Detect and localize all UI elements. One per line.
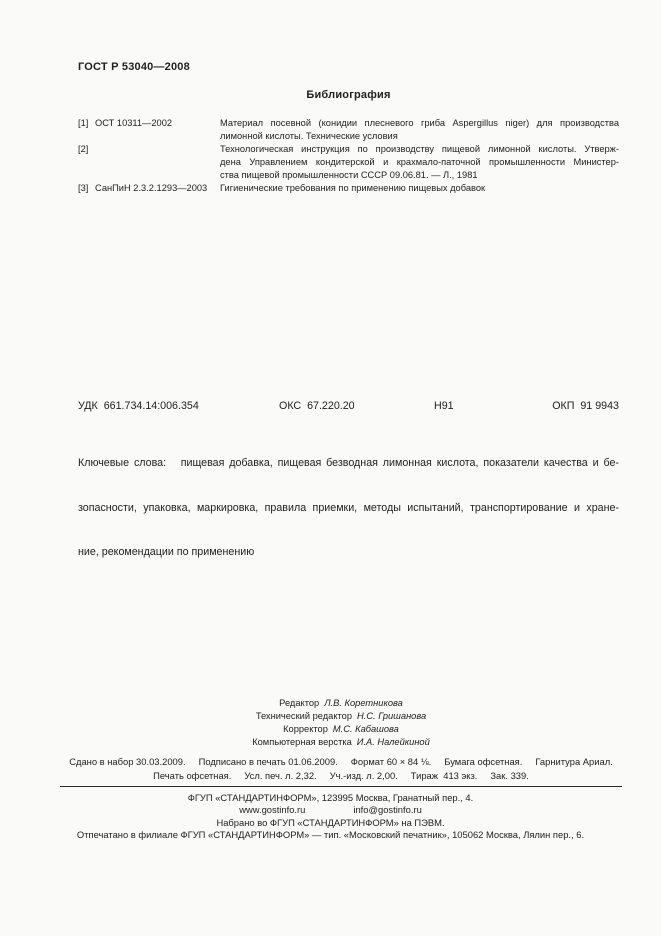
publisher-address: ФГУП «СТАНДАРТИНФОРМ», 123995 Москва, Гранатный пер., 4. <box>187 792 474 803</box>
staff-name: И.А. Налейкиной <box>356 737 430 747</box>
colophon-line <box>60 755 622 769</box>
colophon-item: Тираж 413 экз. <box>410 769 478 781</box>
staff-name: Н.С. Гришанова <box>357 711 427 721</box>
colophon-item: Печать офсетная. <box>153 769 232 781</box>
staff-role: Корректор <box>283 724 328 734</box>
doc-code: ГОСТ Р 53040—2008 <box>78 61 190 73</box>
entry-ref: [3] <box>78 183 89 193</box>
entry-description-line: лимонной кислоты. Технические условия <box>220 131 398 141</box>
publisher-website: www.gostinfo.ru <box>239 804 306 816</box>
staff-role: Редактор <box>279 698 320 708</box>
entry-description-line: ства пищевой промышленности СССР 09.06.81. — Л., 1981 <box>220 170 478 180</box>
entry-ref: [1] <box>78 118 89 128</box>
colophon-line <box>60 769 622 783</box>
colophon-item: Усл. печ. л. 2,32. <box>244 769 317 781</box>
staff-row <box>60 723 622 736</box>
staff-name: М.С. Кабашова <box>332 724 399 734</box>
entry-ref: [2] <box>78 144 89 154</box>
category-code: Н91 <box>434 400 454 412</box>
bibliography-entry <box>78 117 619 143</box>
colophon-item: Бумага офсетная. <box>444 756 523 767</box>
bibliography-entry <box>78 182 619 195</box>
typeset-line: Набрано во ФГУП «СТАНДАРТИНФОРМ» на ПЭВМ. <box>216 816 445 828</box>
udk-code: УДК 661.734.14:006.354 <box>78 400 199 412</box>
bibliography-entry <box>78 143 619 182</box>
staff-name: Л.В. Коретникова <box>324 698 403 708</box>
keywords-line: ние, рекомендации по применению <box>78 545 255 558</box>
colophon-item: Гарнитура Ариал. <box>535 756 613 767</box>
staff-role: Компьютерная верстка <box>252 737 352 747</box>
section-title: Библиография <box>306 89 391 101</box>
entry-code <box>95 143 220 182</box>
entry-description-line: Материал посевной (конидии плесневого гриба Aspergillus niger) для производства <box>220 118 619 128</box>
classification-row <box>78 400 619 414</box>
keywords-line: Ключевые слова: пищевая добавка, пищевая безводная лимонная кислота, показатели качества и бе- <box>78 457 619 470</box>
keywords-paragraph <box>78 427 619 589</box>
staff-row <box>60 710 622 723</box>
editorial-staff-block <box>60 697 622 749</box>
staff-row <box>60 697 622 710</box>
printed-line: Отпечатано в филиале ФГУП «СТАНДАРТИНФОРМ» — тип. «Московский печатник», 105062 Москва, Лялин пер., 6. <box>76 828 585 840</box>
publisher-contacts <box>40 804 621 816</box>
entry-description <box>220 143 619 182</box>
entry-description-line: дена Управлением кондитерской и крахмало-паточной промышленности Министер- <box>220 157 619 167</box>
colophon-item: Сдано в набор 30.03.2009. <box>69 756 186 767</box>
keywords-line: зопасности, упаковка, маркировка, правила приемки, методы испытаний, транспортирование и хране- <box>78 501 619 514</box>
entry-description-line: Технологическая инструкция по производству пищевой лимонной кислоты. Утверж- <box>220 144 619 154</box>
colophon-divider <box>60 786 622 787</box>
entry-code: ОСТ 10311—2002 <box>95 118 173 128</box>
okp-code: ОКП 91 9943 <box>552 400 619 412</box>
staff-role: Технический редактор <box>255 711 353 721</box>
staff-row <box>60 736 622 749</box>
print-colophon <box>60 755 622 782</box>
oks-code: ОКС 67.220.20 <box>279 400 355 412</box>
entry-code: СанПиН 2.3.2.1293—2003 <box>95 183 208 193</box>
entry-description <box>220 117 619 143</box>
publisher-block <box>40 792 621 841</box>
entry-description-line: Гигиенические требования по применению пищевых добавок <box>220 183 486 193</box>
colophon-item: Подписано в печать 01.06.2009. <box>198 756 338 767</box>
bibliography-list <box>78 117 619 195</box>
colophon-item: Уч.-изд. л. 2,00. <box>329 769 398 781</box>
publisher-email: info@gostinfo.ru <box>353 804 422 816</box>
colophon-item: Зак. 339. <box>490 769 529 781</box>
entry-description <box>220 182 619 195</box>
colophon-item: Формат 60 × 84 ⅛. <box>350 756 432 767</box>
